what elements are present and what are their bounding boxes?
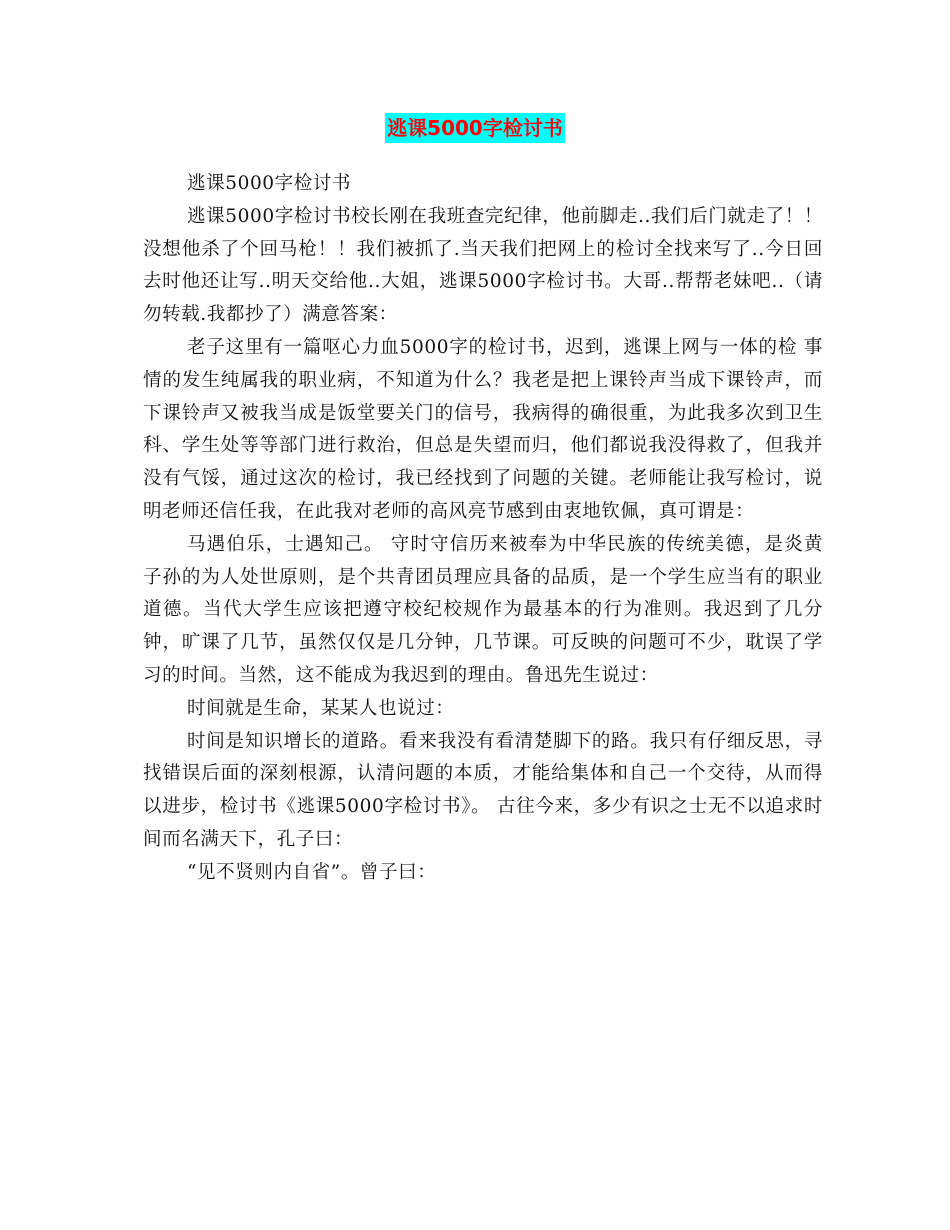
document-title: 逃课5000字检讨书 bbox=[385, 113, 565, 143]
paragraph-reply: 老子这里有一篇呕心力血5000字的检讨书，迟到，逃课上网与一体的检 事情的发生纯属我的职业病，不知道为什么？我老是把上课铃声当成下课铃声，而下课铃声又被我当成是饭堂要关门的信号，我病得的确很重，为此我多次到卫生科、学生处等等部门进行救治，但总是失望而归，他们都说我没得救了，但我并没有气馁，通过这次的检讨，我已经找到了问题的关键。老师能让我写检讨，说明老师还信任我，在此我对老师的高风亮节感到由衷地钦佩，真可谓是： bbox=[143, 336, 823, 522]
paragraph-intro: 逃课5000字检讨书校长刚在我班查完纪律，他前脚走..我们后门就走了！！没想他杀了个回马枪！！我们被抓了.当天我们把网上的检讨全找来写了..今日回去时他还让写..明天交给他..大姐，逃课5000字检讨书。大哥..帮帮老妹吧..（请勿转载.我都抄了）满意答案： bbox=[143, 205, 823, 326]
paragraph-time-life: 时间就是生命，某某人也说过： bbox=[187, 697, 455, 719]
paragraph-reflection: 时间是知识增长的道路。看来我没有看清楚脚下的路。我只有仔细反思，寻找错误后面的深刻根源，认清问题的本质，才能给集体和自己一个交待，从而得以进步，检讨书《逃课5000字检讨书》。 古往今来，多少有识之士无不以追求时间而名满天下，孔子曰： bbox=[143, 730, 823, 850]
document-body bbox=[143, 168, 823, 890]
paragraph-subtitle: 逃课5000字检讨书 bbox=[187, 173, 352, 194]
paragraph-virtue: 马遇伯乐，士遇知己。 守时守信历来被奉为中华民族的传统美德，是炎黄子孙的为人处世原则，是个共青团员理应具备的品质，是一个学生应当有的职业道德。当代大学生应该把遵守校纪校规作为最基本的行为准则。我迟到了几分钟，旷课了几节，虽然仅仅是几分钟，几节课。可反映的问题可不少，耽误了学习的时间。当然，这不能成为我迟到的理由。鲁迅先生说过： bbox=[143, 533, 823, 686]
paragraph-quote: “见不贤则内自省”。曾子曰： bbox=[187, 861, 437, 883]
title-container bbox=[0, 113, 950, 143]
